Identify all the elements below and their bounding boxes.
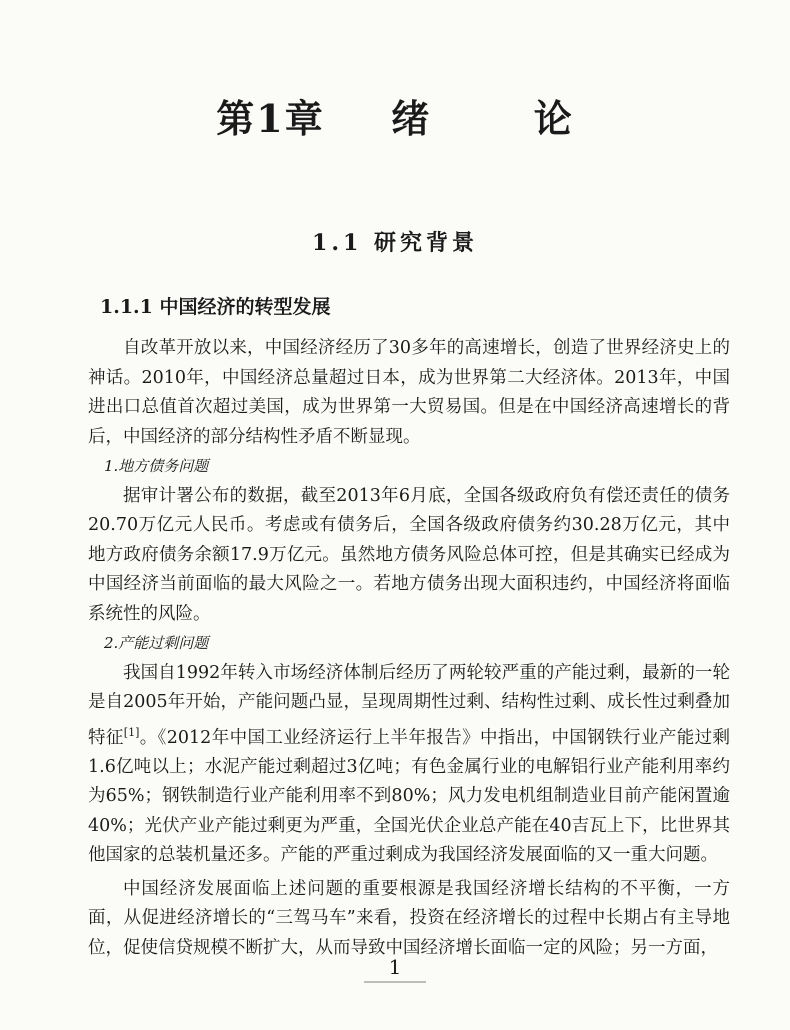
subsection-title: 1.1.1 中国经济的转型发展 — [100, 296, 331, 318]
chapter-title — [0, 88, 790, 143]
page-number-rule — [364, 981, 426, 983]
citation-ref: [1] — [123, 725, 140, 739]
paragraph-closing: 中国经济发展面临上述问题的重要根源是我国经济增长结构的不平衡，一方面，从促进经济增长的“三驾马车”来看，投资在经济增长的过程中长期占有主导地位，促使信贷规模不断扩大，从而导致中国经济增长面临一定的风险；另一方面， — [88, 878, 730, 958]
chapter-title-char-1: 绪 — [391, 96, 432, 141]
chapter-title-char-2: 论 — [533, 96, 574, 141]
paragraph-capacity — [88, 659, 730, 871]
paragraph-capacity-part-b: 。《2012年中国工业经济运行上半年报告》中指出，中国钢铁行业产能过剩1.6亿吨以上；水泥产能过剩超过3亿吨；有色金属行业的电解铝行业产能利用率约为65%；钢铁制造行业产能利用率不到80%；风力发电机组制造业目前产能闲置逾40%；光伏产业产能过剩更为严重，全国光伏企业总产能在40吉瓦上下，比世界其他国家的总装机量还多。产能的严重过剩成为我国经济发展面临的又一重大问题。 — [88, 727, 730, 866]
body-text — [88, 334, 730, 963]
paragraph-capacity-part-a: 我国自1992年转入市场经济体制后经历了两轮较严重的产能过剩，最新的一轮是自2005年开始，产能问题凸显，呈现周期性过剩、结构性过剩、成长性过剩叠加特征 — [88, 662, 730, 748]
chapter-number: 第1章 — [216, 96, 325, 141]
subheading-capacity: 2.产能过剩问题 — [104, 634, 209, 652]
paragraph-debt: 据审计署公布的数据，截至2013年6月底，全国各级政府负有偿还责任的债务20.70万亿元人民币。考虑或有债务后，全国各级政府债务约30.28万亿元，其中地方政府债务余额17.9万亿元。虽然地方债务风险总体可控，但是其确实已经成为中国经济当前面临的最大风险之一。若地方债务出现大面积违约，中国经济将面临系统性的风险。 — [88, 485, 730, 624]
page-number: 1 — [388, 955, 402, 979]
subheading-debt: 1.地方债务问题 — [104, 457, 209, 475]
paragraph-intro: 自改革开放以来，中国经济经历了30多年的高速增长，创造了世界经济史上的神话。2010年，中国经济总量超过日本，成为世界第二大经济体。2013年，中国进出口总值首次超过美国，成为世界第一大贸易国。但是在中国经济高速增长的背后，中国经济的部分结构性矛盾不断显现。 — [88, 338, 730, 447]
section-title: 1.1 研究背景 — [312, 230, 478, 256]
